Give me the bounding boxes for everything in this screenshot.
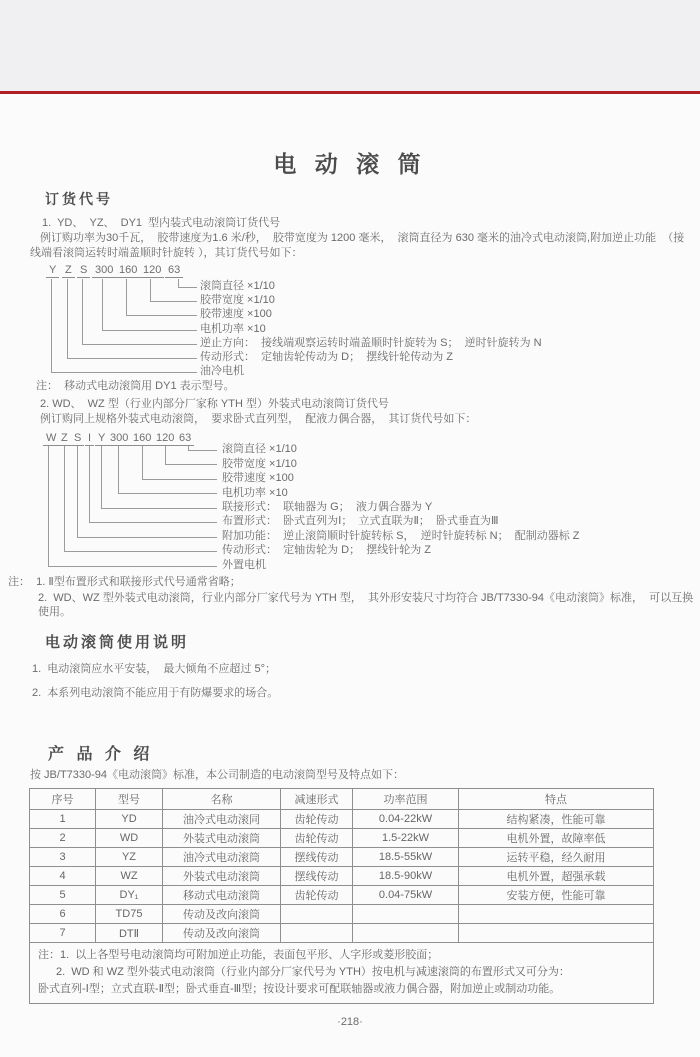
connector-line bbox=[48, 446, 217, 567]
table-cell: 传动及改向滚筒 bbox=[163, 905, 281, 924]
table-cell: 4 bbox=[30, 867, 96, 886]
order-note-line2: 2. WD、WZ 型外装式电动滚筒，行业内部分厂家代号为 YTH 型， 其外形安装尺寸均符合 JB/T7330-94《电动滚筒》标准， 可以互换使用。 bbox=[38, 592, 694, 618]
code-diagram-yzs bbox=[30, 264, 680, 396]
diagram-note: 注： 移动式电动滚筒用 DY1 表示型号。 bbox=[36, 380, 235, 392]
diagram-label: 胶带速度 ×100 bbox=[222, 472, 294, 484]
table-cell bbox=[353, 924, 459, 943]
code-token: 63 bbox=[176, 432, 194, 446]
section-heading-order-codes: 订货代号 bbox=[45, 191, 113, 207]
diagram-label: 外置电机 bbox=[222, 559, 266, 571]
diagram-label: 电机功率 ×10 bbox=[200, 323, 266, 335]
table-cell bbox=[459, 924, 654, 943]
code-token: Z bbox=[58, 432, 71, 446]
diagram-label: 滚筒直径 ×1/10 bbox=[222, 443, 297, 455]
products-intro: 按 JB/T7330-94《电动滚筒》标准，本公司制造的电动滚筒型号及特点如下： bbox=[30, 769, 405, 781]
table-cell: 摆线传动 bbox=[281, 867, 353, 886]
table-cell: 0.04-75kW bbox=[353, 886, 459, 905]
order-item1-example-line1: 例订购功率为30千瓦， 胶带速度为1.6 米/秒， 胶带宽度为 1200 毫米， 滚筒直径为 630 毫米的油冷式电动滚筒,附加逆止功能 （接 bbox=[40, 232, 685, 244]
section-heading-usage: 电动滚筒使用说明 bbox=[45, 634, 190, 651]
diagram-label: 胶带宽度 ×1/10 bbox=[222, 458, 297, 470]
table-note-line: 2. WD 和 WZ 型外装式电动滚筒（行业内部分厂家代号为 YTH）按电机与减速滚筒的布置形式又可分为： bbox=[56, 966, 570, 978]
table-cell: 齿轮传动 bbox=[281, 886, 353, 905]
table-cell bbox=[281, 905, 353, 924]
top-margin-strip bbox=[0, 0, 700, 91]
table-note-cell bbox=[30, 943, 654, 1004]
table-cell: 7 bbox=[30, 924, 96, 943]
connector-line bbox=[51, 279, 197, 373]
table-cell: 齿轮传动 bbox=[281, 829, 353, 848]
page-title: 电 动 滚 筒 bbox=[273, 151, 427, 177]
diagram-label: 布置形式： 卧式直列为Ⅰ； 立式直联为Ⅱ； 卧式垂直为Ⅲ bbox=[222, 515, 499, 527]
diagram-label: 传动形式： 定轴齿轮为 D； 摆线针轮为 Z bbox=[222, 544, 431, 556]
col-header-power: 功率范围 bbox=[353, 789, 459, 810]
col-header-features: 特点 bbox=[459, 789, 654, 810]
order-item2-example-line: 例订购同上规格外装式电动滚筒， 要求卧式直列型， 配液力偶合器， 其订货代号如下： bbox=[40, 413, 477, 425]
table-cell bbox=[459, 905, 654, 924]
diagram-label: 传动形式： 定轴齿轮传动为 D； 摆线针轮传动为 Z bbox=[200, 351, 453, 363]
table-cell: YZ bbox=[96, 848, 163, 867]
table-cell: 0.04-22kW bbox=[353, 810, 459, 829]
table-row bbox=[30, 810, 654, 829]
table-cell: WD bbox=[96, 829, 163, 848]
code-token: Y bbox=[46, 264, 59, 278]
table-cell: 外装式电动滚筒 bbox=[163, 867, 281, 886]
table-cell: 摆线传动 bbox=[281, 848, 353, 867]
table-row bbox=[30, 924, 654, 943]
table-cell: 18.5-90kW bbox=[353, 867, 459, 886]
table-cell: 2 bbox=[30, 829, 96, 848]
col-header-model: 型号 bbox=[96, 789, 163, 810]
table-cell: DTⅡ bbox=[96, 924, 163, 943]
top-red-divider bbox=[0, 91, 700, 94]
table-cell bbox=[281, 924, 353, 943]
order-item2-title: 2. WD、 WZ 型（行业内部分厂家称 YTH 型）外装式电动滚筒订货代号 bbox=[40, 398, 389, 410]
table-cell: 3 bbox=[30, 848, 96, 867]
usage-item-2: 2. 本系列电动滚筒不能应用于有防爆要求的场合。 bbox=[32, 687, 279, 699]
products-table bbox=[29, 788, 654, 1004]
table-cell: 1.5-22kW bbox=[353, 829, 459, 848]
table-row bbox=[30, 829, 654, 848]
table-cell: 18.5-55kW bbox=[353, 848, 459, 867]
table-row bbox=[30, 905, 654, 924]
table-cell: 油冷式电动滚筒 bbox=[163, 848, 281, 867]
table-cell: WZ bbox=[96, 867, 163, 886]
table-cell: 运转平稳，经久耐用 bbox=[459, 848, 654, 867]
table-header-row bbox=[30, 789, 654, 810]
table-cell: TD75 bbox=[96, 905, 163, 924]
table-note-line: 卧式直列-Ⅰ型；立式直联-Ⅱ型；卧式垂直-Ⅲ型；按设计要求可配联轴器或液力偶合器，附加逆止或制动功能。 bbox=[38, 983, 561, 995]
table-note-line: 注：1. 以上各型号电动滚筒均可附加逆止功能，表面包平形、人字形或菱形胶面； bbox=[38, 949, 439, 961]
code-token: 300 bbox=[107, 432, 131, 446]
table-cell: 电机外置，超强承载 bbox=[459, 867, 654, 886]
table-cell: 5 bbox=[30, 886, 96, 905]
code-token: Y bbox=[95, 432, 108, 446]
table-cell: YD bbox=[96, 810, 163, 829]
table-row bbox=[30, 867, 654, 886]
table-cell: 结构紧凑，性能可靠 bbox=[459, 810, 654, 829]
table-cell: DY₁ bbox=[96, 886, 163, 905]
table-cell bbox=[353, 905, 459, 924]
order-item1-example-line2: 线端看滚筒运转时端盖顺时针旋转 ），其订货代号如下： bbox=[30, 247, 303, 259]
code-token: 160 bbox=[130, 432, 154, 446]
diagram-label: 电机功率 ×10 bbox=[222, 487, 288, 499]
table-row bbox=[30, 886, 654, 905]
order-note-line1: 注： 1. Ⅱ型布置形式和联接形式代号通常省略； bbox=[8, 576, 241, 588]
code-token: Z bbox=[62, 264, 75, 278]
diagram-label: 胶带速度 ×100 bbox=[200, 308, 272, 320]
diagram-label: 滚筒直径 ×1/10 bbox=[200, 280, 275, 292]
col-header-name: 名称 bbox=[163, 789, 281, 810]
code-token: 160 bbox=[116, 264, 140, 278]
code-token: 120 bbox=[153, 432, 177, 446]
table-cell: 电机外置，故障率低 bbox=[459, 829, 654, 848]
code-token: S bbox=[71, 432, 84, 446]
order-item1-title: 1. YD、 YZ、 DY1 型内装式电动滚筒订货代号 bbox=[42, 217, 281, 229]
table-cell: 移动式电动滚筒 bbox=[163, 886, 281, 905]
col-header-reduction: 减速形式 bbox=[281, 789, 353, 810]
diagram-label: 逆止方向： 接线端观察运转时端盖顺时针旋转为 S； 逆时针旋转为 N bbox=[200, 337, 542, 349]
table-row bbox=[30, 848, 654, 867]
diagram-label: 附加功能： 逆止滚筒顺时针旋转标 S， 逆时针旋转标 N； 配制动器标 Z bbox=[222, 530, 580, 542]
diagram-label: 油冷电机 bbox=[200, 365, 244, 377]
diagram-label: 胶带宽度 ×1/10 bbox=[200, 294, 275, 306]
table-cell: 齿轮传动 bbox=[281, 810, 353, 829]
page-number: ·218· bbox=[337, 1016, 363, 1028]
table-cell: 外装式电动滚筒 bbox=[163, 829, 281, 848]
code-token: S bbox=[77, 264, 90, 278]
table-cell: 安装方便，性能可靠 bbox=[459, 886, 654, 905]
table-cell: 传动及改向滚筒 bbox=[163, 924, 281, 943]
code-token: 63 bbox=[165, 264, 183, 278]
table-cell: 油冷式电动滚同 bbox=[163, 810, 281, 829]
usage-item-1: 1. 电动滚筒应水平安装， 最大倾角不应超过 5°； bbox=[32, 663, 276, 675]
code-token: 300 bbox=[92, 264, 116, 278]
diagram-label: 联接形式： 联轴器为 G； 液力偶合器为 Y bbox=[222, 501, 433, 513]
code-token: W bbox=[43, 432, 59, 446]
table-cell: 1 bbox=[30, 810, 96, 829]
code-token: I bbox=[85, 432, 94, 446]
table-cell: 6 bbox=[30, 905, 96, 924]
code-token: 120 bbox=[140, 264, 164, 278]
col-header-index: 序号 bbox=[30, 789, 96, 810]
section-heading-products: 产 品 介 绍 bbox=[48, 746, 154, 763]
table-note-row bbox=[30, 943, 654, 1004]
code-diagram-wzsiy bbox=[30, 432, 690, 574]
